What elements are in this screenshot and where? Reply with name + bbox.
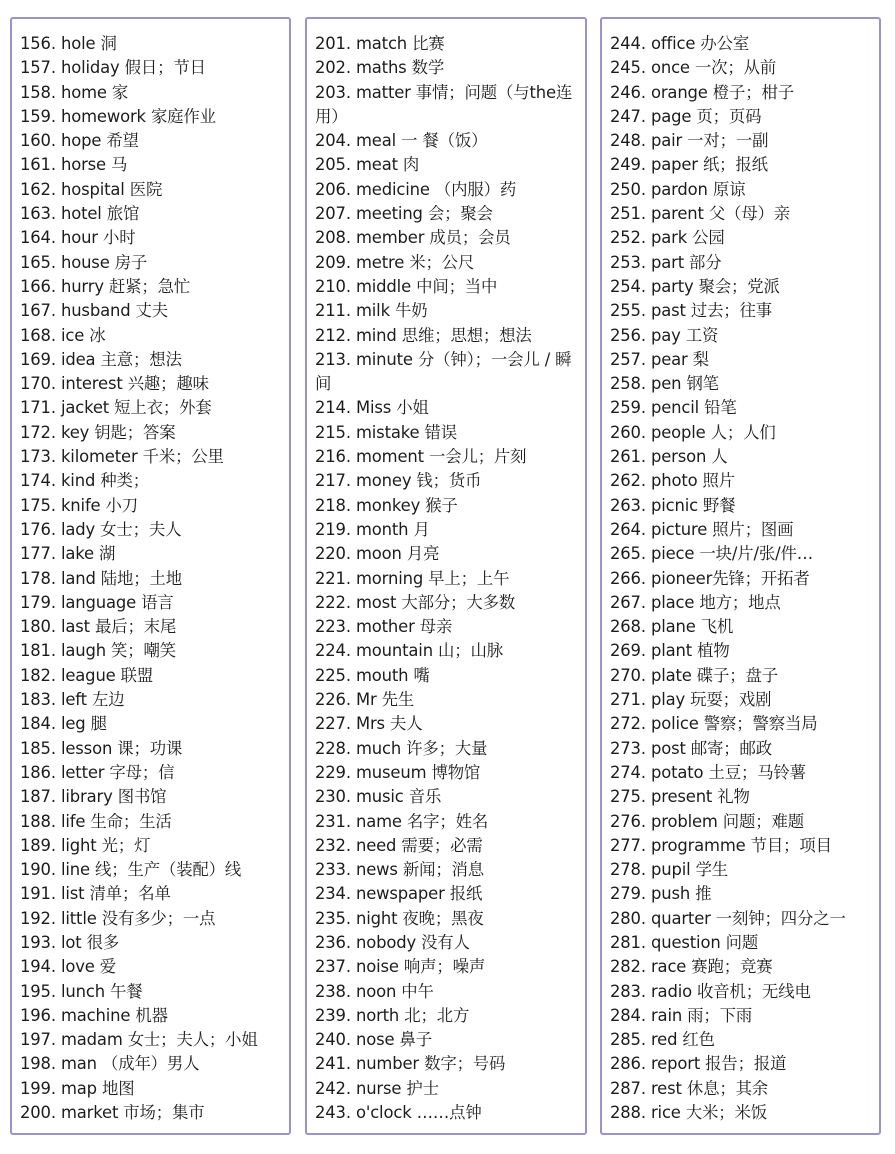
word-list-column-3: [600, 17, 881, 1135]
vocab-entry: 239. north 北；北方: [315, 1005, 470, 1025]
vocab-entry: 205. meat 肉: [315, 155, 420, 175]
vocab-entry: 167. husband 丈夫: [20, 301, 169, 321]
vocab-entry: 163. hotel 旅馆: [20, 204, 140, 224]
vocab-entry: 284. rain 雨；下雨: [610, 1005, 753, 1025]
vocab-entry: 272. police 警察；警察当局: [610, 714, 818, 734]
vocab-entry: 159. homework 家庭作业: [20, 106, 216, 126]
vocab-entry: 254. party 聚会；党派: [610, 276, 780, 296]
vocab-entry: 195. lunch 午餐: [20, 981, 143, 1001]
vocab-entry: 281. question 问题: [610, 932, 759, 952]
vocab-entry: 209. metre 米；公尺: [315, 252, 475, 272]
vocab-entry: 285. red 红色: [610, 1030, 715, 1050]
vocab-entry: 218. monkey 猴子: [315, 495, 458, 515]
vocab-entry: 228. much 许多；大量: [315, 738, 488, 758]
vocab-entry: 178. land 陆地；土地: [20, 568, 183, 588]
vocab-entry: 233. news 新闻；消息: [315, 860, 485, 880]
vocab-entry: 208. member 成员；会员: [315, 228, 511, 248]
vocab-entry: 275. present 礼物: [610, 787, 750, 807]
vocab-entry: 207. meeting 会；聚会: [315, 204, 493, 224]
vocab-entry: 266. pioneer先锋；开拓者: [610, 568, 810, 588]
vocab-entry: 244. office 办公室: [610, 34, 750, 53]
vocab-entry: 161. horse 马: [20, 155, 128, 175]
vocab-entry: 282. race 赛跑；竞赛: [610, 957, 773, 977]
vocab-entry: 247. page 页；页码: [610, 106, 762, 126]
vocab-entry: 225. mouth 嘴: [315, 665, 430, 685]
vocab-entry: 279. push 推: [610, 884, 712, 904]
vocab-entry: 199. map 地图: [20, 1078, 135, 1098]
vocab-entry: 181. laugh 笑；嘲笑: [20, 641, 177, 661]
vocab-entry: 273. post 邮寄；邮政: [610, 738, 773, 758]
vocab-entry: 168. ice 冰: [20, 325, 106, 345]
vocab-entry: 164. hour 小时: [20, 228, 136, 248]
vocab-entry: 249. paper 纸；报纸: [610, 155, 768, 175]
vocab-entry: 234. newspaper 报纸: [315, 884, 483, 904]
vocab-entry: 270. plate 碟子；盘子: [610, 665, 778, 685]
vocab-entry: 261. person 人: [610, 447, 728, 467]
vocab-entry: 171. jacket 短上衣；外套: [20, 398, 212, 418]
vocab-entry: 217. money 钱；货币: [315, 471, 482, 491]
vocab-entry: 242. nurse 护士: [315, 1078, 439, 1098]
vocab-entry: 196. machine 机器: [20, 1005, 168, 1025]
vocab-entry: 215. mistake 错误: [315, 422, 457, 442]
vocab-entry: 200. market 市场；集市: [20, 1103, 205, 1123]
vocab-entry: 180. last 最后；末尾: [20, 617, 177, 637]
vocab-entry: 193. lot 很多: [20, 932, 120, 952]
vocab-entry: 214. Miss 小姐: [315, 398, 429, 418]
vocab-entry: 184. leg 腿: [20, 714, 107, 734]
vocab-entry: 169. idea 主意；想法: [20, 349, 182, 369]
vocab-entry: 212. mind 思维；思想；想法: [315, 325, 532, 345]
word-list-column-1: [10, 17, 291, 1135]
vocab-entry: 173. kilometer 千米；公里: [20, 447, 224, 467]
vocab-entry: 231. name 名字；姓名: [315, 811, 489, 831]
vocab-entry: 248. pair 一对；一副: [610, 131, 769, 151]
vocab-entry: 243. o'clock ……点钟: [315, 1103, 482, 1123]
vocab-entry: 211. milk 牛奶: [315, 301, 428, 321]
vocab-entry: 160. hope 希望: [20, 131, 139, 151]
vocab-entry: 202. maths 数学: [315, 58, 445, 78]
word-list-column-2: [305, 17, 587, 1135]
vocab-entry: 260. people 人；人们: [610, 422, 776, 442]
vocab-entry: 259. pencil 铅笔: [610, 398, 737, 418]
vocab-entry: 286. report 报告；报道: [610, 1054, 787, 1074]
vocab-entry: 257. pear 梨: [610, 349, 709, 369]
vocab-entry: 220. moon 月亮: [315, 544, 440, 564]
vocab-entry: 227. Mrs 夫人: [315, 714, 423, 734]
vocab-entry: 174. kind 种类；: [20, 471, 149, 491]
vocab-entry: 186. letter 字母；信: [20, 762, 175, 782]
vocab-entry: 156. hole 洞: [20, 34, 117, 53]
vocab-entry: 187. library 图书馆: [20, 787, 167, 807]
vocab-entry: 241. number 数字；号码: [315, 1054, 506, 1074]
vocab-entry: 192. little 没有多少；一点: [20, 908, 216, 928]
vocab-entry: 277. programme 节目；项目: [610, 835, 832, 855]
vocab-entry: 236. nobody 没有人: [315, 932, 470, 952]
vocab-entry: 185. lesson 课；功课: [20, 738, 183, 758]
vocab-entry: 267. place 地方；地点: [610, 592, 781, 612]
vocab-entry: 206. medicine （内服）药: [315, 179, 517, 199]
vocab-entry: 183. left 左边: [20, 690, 125, 710]
vocab-entry: 158. home 家: [20, 82, 129, 102]
vocab-entry: 246. orange 橙子；柑子: [610, 82, 795, 102]
vocab-entry: 198. man （成年）男人: [20, 1054, 200, 1074]
vocab-entry: 210. middle 中间；当中: [315, 276, 498, 296]
vocab-entry: 262. photo 照片: [610, 471, 736, 491]
vocab-entry: 194. love 爱: [20, 957, 117, 977]
vocab-entry: 188. life 生命；生活: [20, 811, 172, 831]
vocab-entry: 232. need 需要；必需: [315, 835, 483, 855]
vocab-entry: 179. language 语言: [20, 592, 174, 612]
vocab-entry: 280. quarter 一刻钟；四分之一: [610, 908, 846, 928]
vocab-entry: 268. plane 飞机: [610, 617, 734, 637]
vocab-entry: 204. meal 一 餐（饭）: [315, 131, 488, 151]
vocab-entry: 235. night 夜晚；黑夜: [315, 908, 484, 928]
vocab-entry: 229. museum 博物馆: [315, 762, 481, 782]
vocab-entry: 250. pardon 原谅: [610, 179, 746, 199]
vocab-entry: 287. rest 休息；其余: [610, 1078, 769, 1098]
vocab-entry: 271. play 玩耍；戏剧: [610, 690, 772, 710]
vocab-entry: 170. interest 兴趣；趣味: [20, 374, 209, 394]
vocab-entry: 197. madam 女士；夫人；小姐: [20, 1030, 258, 1050]
vocab-entry: 223. mother 母亲: [315, 617, 453, 637]
vocab-entry: 263. picnic 野餐: [610, 495, 736, 515]
vocab-entry: 276. problem 问题；难题: [610, 811, 804, 831]
vocab-entry: 222. most 大部分；大多数: [315, 592, 516, 612]
vocab-entry: 251. parent 父（母）亲: [610, 204, 791, 224]
vocab-entry: 255. past 过去；往事: [610, 301, 773, 321]
vocab-entry: 240. nose 鼻子: [315, 1030, 432, 1050]
vocab-entry: 175. knife 小刀: [20, 495, 139, 515]
vocab-entry: 177. lake 湖: [20, 544, 116, 564]
vocab-entry: 238. noon 中午: [315, 981, 434, 1001]
vocab-entry: 265. piece 一块/片/张/件…: [610, 544, 813, 564]
vocab-entry: 274. potato 土豆；马铃薯: [610, 762, 806, 782]
vocab-entry: 201. match 比赛: [315, 34, 445, 53]
vocab-entry: 190. line 线；生产（装配）线: [20, 860, 242, 880]
vocab-entry: 237. noise 响声；噪声: [315, 957, 486, 977]
vocab-entry: 230. music 音乐: [315, 787, 442, 807]
vocab-entry: 203. matter 事情；问题（与the连用）: [315, 82, 573, 126]
vocab-entry: 213. minute 分（钟）；一会儿 / 瞬间: [315, 349, 572, 394]
vocab-entry: 172. key 钥匙；答案: [20, 422, 176, 442]
vocab-entry: 245. once 一次；从前: [610, 58, 777, 78]
vocab-entry: 216. moment 一会儿；片刻: [315, 447, 527, 467]
vocab-entry: 278. pupil 学生: [610, 860, 729, 880]
vocab-entry: 256. pay 工资: [610, 325, 719, 345]
vocab-entry: 166. hurry 赶紧；急忙: [20, 276, 191, 296]
vocab-entry: 176. lady 女士；夫人: [20, 519, 182, 539]
vocab-entry: 264. picture 照片；图画: [610, 519, 794, 539]
vocab-entry: 191. list 清单；名单: [20, 884, 171, 904]
vocab-entry: 189. light 光；灯: [20, 835, 151, 855]
vocab-entry: 221. morning 早上；上午: [315, 568, 510, 588]
vocab-entry: 258. pen 钢笔: [610, 374, 719, 394]
vocab-entry: 224. mountain 山；山脉: [315, 641, 503, 661]
vocab-entry: 269. plant 植物: [610, 641, 730, 661]
vocab-entry: 253. part 部分: [610, 252, 722, 272]
vocab-entry: 288. rice 大米；米饭: [610, 1103, 768, 1123]
vocab-entry: 157. holiday 假日；节日: [20, 58, 206, 78]
vocab-entry: 165. house 房子: [20, 252, 148, 272]
vocab-entry: 162. hospital 医院: [20, 179, 163, 199]
vocab-entry: 226. Mr 先生: [315, 690, 415, 710]
vocab-entry: 283. radio 收音机；无线电: [610, 981, 811, 1001]
vocab-entry: 219. month 月: [315, 519, 430, 539]
vocab-entry: 182. league 联盟: [20, 665, 154, 685]
vocab-entry: 252. park 公园: [610, 228, 725, 248]
